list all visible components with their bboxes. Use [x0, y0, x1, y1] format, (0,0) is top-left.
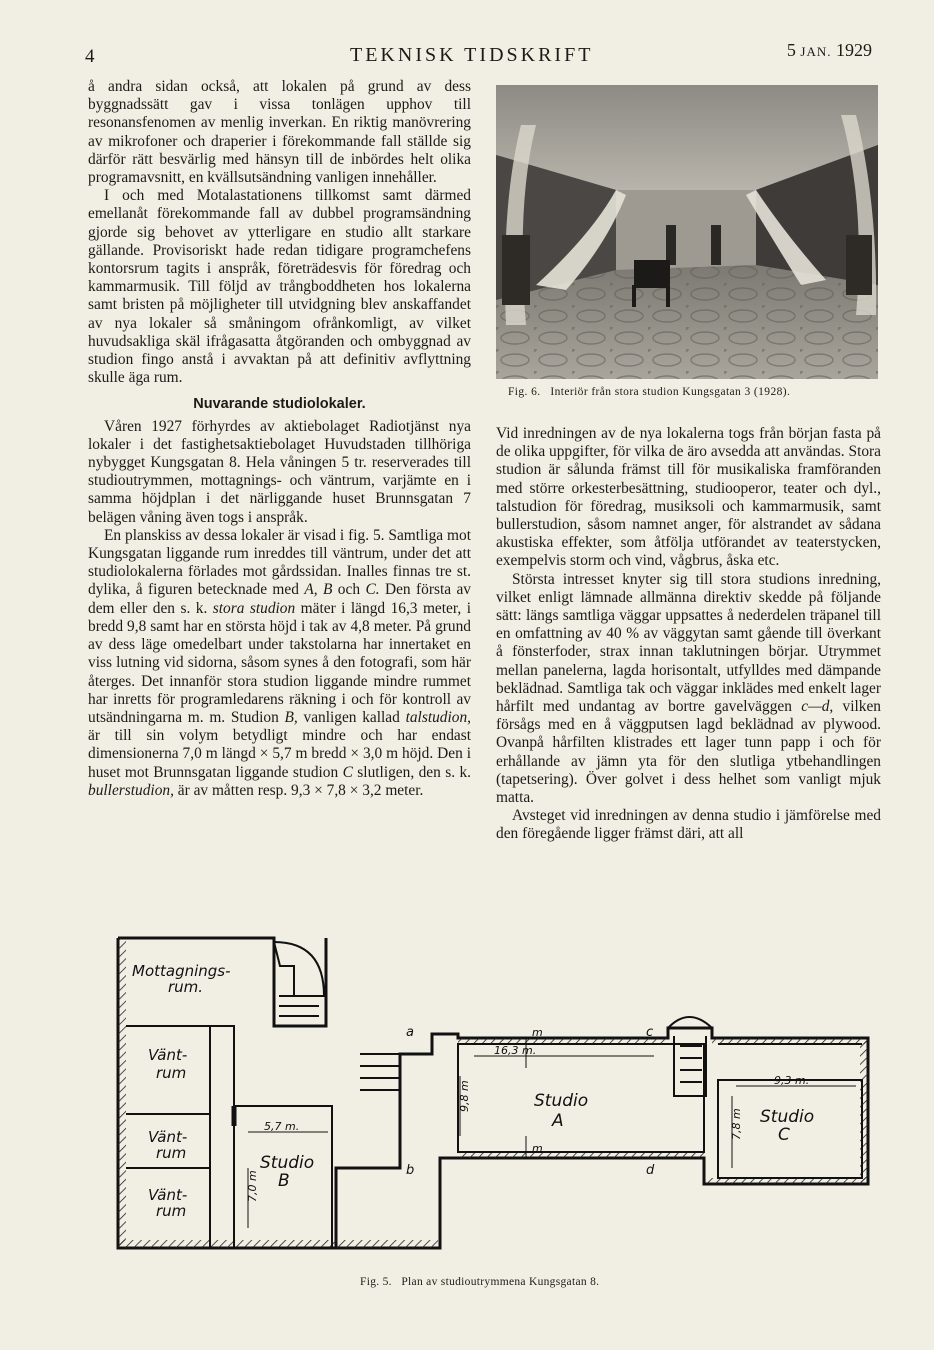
corner-label-c: c	[646, 1025, 654, 1040]
paragraph: Största intresset knyter sig till stora studions inredning, vilket enligt lämnade allmänna direktiv skedde på följande sätt: längs samtliga väggar uppsattes å nederdelen träpanel till en omfattning av 40 % av väggytan samt gående till överkant å fönsterfoder, strax innan taklutningen börjar. Utrymmet mellan panelerna, lagda horisontalt, utfylldes med dämpande beklädnad. Samtliga tak och väggar inklädes med enkelt lager hårfilt med undantag av bortre gavelväggen c—d, vilken försågs med en å väggputsen lagd beklädnad av plywood. Ovanpå hårfilten klistrades ett lager tunn papp i och för erhållande av jämn yta för den slutliga ytbehandlingen (tapetsering). Över golvet i dess helhet som vanligt mjuk matta.	[496, 570, 881, 807]
dimension-c-length: 9,3 m.	[774, 1074, 810, 1087]
right-column	[496, 425, 881, 844]
plan-label-vantrum-2: Vänt-	[148, 1128, 188, 1146]
section-heading: Nuvarande studiolokaler.	[193, 396, 366, 413]
corner-label-b: b	[406, 1163, 415, 1178]
studio-interior-photo	[496, 85, 878, 379]
left-column	[88, 78, 471, 800]
figure-5-caption: Fig. 5. Plan av studioutrymmena Kungsgatan 8.	[360, 1276, 600, 1288]
plan-label-studio-b: Studio	[260, 1153, 315, 1173]
dimension-c-width: 7,8 m	[730, 1108, 743, 1140]
dimension-b-width: 7,0 m	[246, 1170, 259, 1202]
date-year: 1929	[836, 40, 872, 60]
paragraph: Våren 1927 förhyrdes av aktiebolaget Radiotjänst nya lokaler i det fastighetsaktiebolaget Huvudstaden tillhöriga nybygget Kungsgatan 8. Hela våningen 5 tr. reserverades till studioutrymmen, mottagnings- och väntrum, varjämte en i samma höjdplan i det närliggande huset Brunnsgatan 7 belägen våning även togs i anspråk.	[88, 417, 471, 526]
plan-label-studio-a: Studio	[534, 1091, 589, 1111]
plan-label-studio-c-letter: C	[778, 1125, 790, 1145]
plan-label-mottagningsrum-2: rum.	[168, 978, 204, 996]
dimension-b-length: 5,7 m.	[264, 1120, 300, 1133]
paragraph: I och med Motalastationens tillkomst samt därmed emellanåt förekommande fall av dubbel programsändning gjorde sig behovet av ytterligare en studio allt starkare gällande. Provisoriskt hade redan tidigare programchefens kontorsrum tagits i anspråk, företrädesvis för föredrag och kammarmusik. Till följd av trångboddheten hos lokalerna samt bristen på möjligheter till utvidgning blev anskaffandet av nya lokaler så småningom ofrånkomligt, av vilket huvudsakliga skäl ifrågasatta åtgöranden och ombyggnad av studion fingo anstå i avvaktan på att definitiv avflyttning skulle äga rum.	[88, 187, 471, 387]
floor-plan-figure	[114, 936, 876, 1250]
plan-label-studio-b-letter: B	[278, 1171, 290, 1191]
paragraph: Avsteget vid inredningen av denna studio i jämförelse med den föregående ligger främst däri, att all	[496, 807, 881, 843]
plan-label-studio-c: Studio	[760, 1107, 815, 1127]
plan-label-vantrum-3: Vänt-	[148, 1186, 188, 1204]
date-month: JAN.	[800, 44, 832, 59]
figure-6-caption: Fig. 6. Interiör från stora studion Kungsgatan 3 (1928).	[508, 386, 791, 398]
paragraph: å andra sidan också, att lokalen på grund av dess byggnadssätt gav i vissa tonlägen upphov till resonansfenomen av menlig inverkan. En riktig manövrering av mikrofoner och draperier i förekommande fall ställde sig därför rätt besvärlig med hänsyn till de inbördes helt olika programavsnitt, en kvällsutsändning vanligen innehåller.	[88, 78, 471, 187]
plan-label-vantrum-3b: rum	[156, 1202, 187, 1220]
height-marker-top: m	[532, 1026, 543, 1039]
plan-label-mottagningsrum: Mottagnings-	[132, 962, 231, 980]
plan-label-studio-a-letter: A	[552, 1111, 564, 1131]
corner-label-a: a	[406, 1025, 414, 1040]
journal-title: TEKNISK TIDSKRIFT	[350, 44, 594, 66]
date-day: 5	[786, 40, 796, 60]
page-number: 4	[85, 46, 95, 67]
plan-label-vantrum-1: Vänt-	[148, 1046, 188, 1064]
plan-label-vantrum-1b: rum	[156, 1064, 187, 1082]
height-marker-bottom: m	[532, 1142, 543, 1155]
paragraph: Vid inredningen av de nya lokalerna togs från början fasta på de olika uppgifter, för vilka de äro avsedda att användas. Stora studion är sålunda främst till för musikaliska framföranden med större orkesterbesättning, studiooperor, teater och dyl., talstudion för föredrag, musiksoli och kammarmusik, samt bullerstudion, såsom namnet anger, för alstrandet av sådana akustiska effekter, som åtfölja utförandet av teaterstycken, exempelvis storm och vind, vågbrus, åska etc.	[496, 425, 881, 570]
corner-label-d: d	[646, 1163, 655, 1178]
dimension-a-width: 9,8 m	[458, 1080, 471, 1112]
paragraph: En planskiss av dessa lokaler är visad i fig. 5. Samtliga mot Kungsgatan liggande rum inreddes till väntrum, under det att studiolokalerna förlades mot gårdssidan. Inalles finnas tre st. dylika, å figuren betecknade med A, B och C. Den första av dem eller den s. k. stora studion mäter i längd 16,3 meter, i bredd 9,8 samt har en största höjd i tak av 4,8 meter. På grund av dess läge omedelbart under takstolarna har innertaket en viss lutning vid sidorna, såsom synes å den fotografi, som här återges. Det innanför stora studion liggande mindre rummet har inretts för programledarens räkning i och för kontroll av utsändningarna m. m. Studion B, vanligen kallad talstudion, är till sin volym betydligt mindre och har endast dimensionerna 7,0 m längd × 5,7 m bredd × 3,0 m höjd. Den i huset mot Brunnsgatan liggande studion C slutligen, den s. k. bullerstudion, är av måtten resp. 9,3 × 7,8 × 3,2 meter.	[88, 526, 472, 799]
issue-date	[787, 40, 872, 61]
plan-label-vantrum-2b: rum	[156, 1144, 187, 1162]
dimension-a-length: 16,3 m.	[494, 1044, 537, 1057]
